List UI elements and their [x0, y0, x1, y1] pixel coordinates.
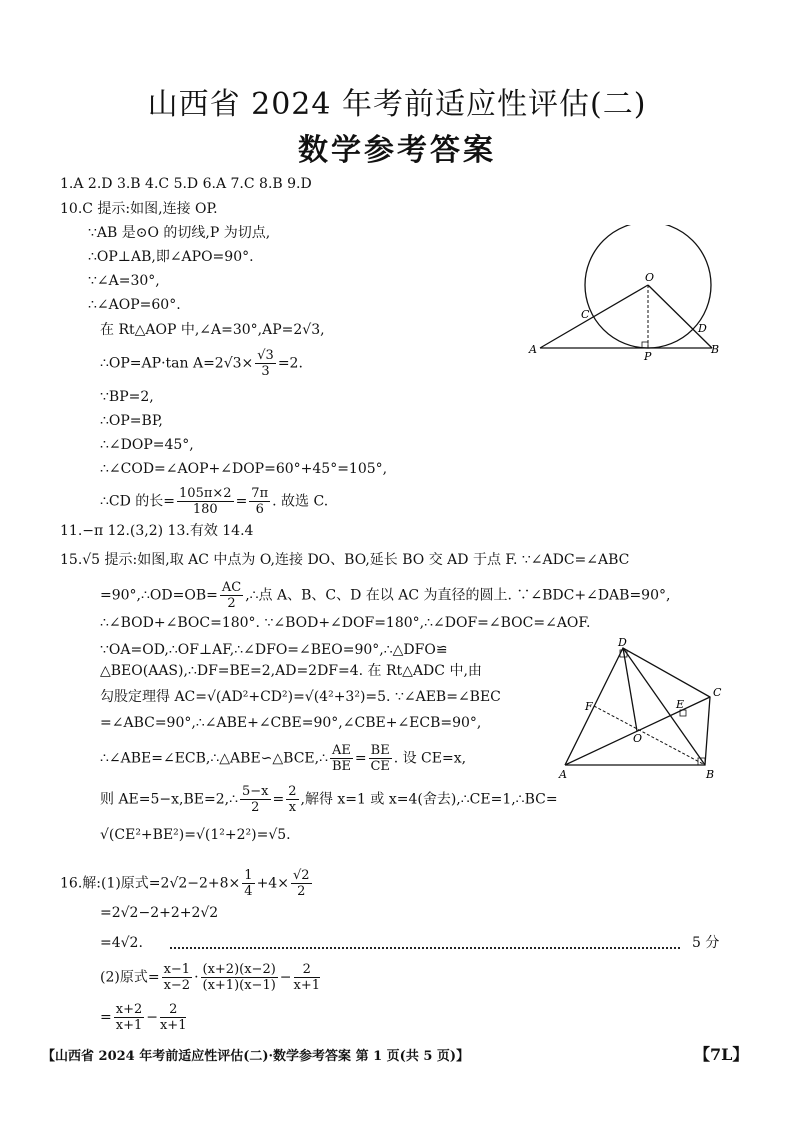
q15-line: ∴∠BOD+∠BOC=180°. ∵∠BOD+∠DOF=180°,∴∠DOF=∠BOC=∠AOF. [100, 615, 591, 631]
q10-line: ∴OP⊥AB,即∠APO=90°. [88, 249, 254, 265]
q10-line: ∵AB 是⊙O 的切线,P 为切点, [88, 225, 271, 241]
fraction: $\frac{1}{4}$ [244, 868, 253, 899]
page-subtitle: 数学参考答案 [298, 133, 496, 168]
fraction: $\frac{7\pi}{6}$ [251, 486, 269, 517]
q15-line-similar: ∴∠ABE=∠ECB,∴△ABE∽△BCE,∴ $\frac{AE}{BE}$ = $\frac{BE}{CE}$ . 设 CE=x, [100, 743, 467, 774]
quadrilateral-figure [550, 635, 730, 785]
q10-line: 在 Rt△AOP 中,∠A=30°,AP=2√3, [100, 322, 325, 338]
fraction: $\frac{2}{x}$ [288, 784, 297, 815]
q16-line-2: (2)原式= $\frac{x-1}{x-2}$ · $\frac{(x+2)(x-2)}{(x+1)(x-1)}$ − $\frac{2}{x+1}$ [100, 962, 321, 993]
fraction: $\frac{AE}{BE}$ [331, 743, 351, 774]
q11-14-answers: 11.−π 12.(3,2) 13.有效 14.4 [60, 523, 254, 539]
q10-line: ∴OP=BP, [100, 413, 163, 429]
figure1-label: B [711, 343, 720, 356]
q16-line-3: = $\frac{x+2}{x+1}$ − $\frac{2}{x+1}$ [100, 1002, 187, 1033]
fraction: $\frac{2}{x+1}$ [159, 1002, 187, 1033]
q10-line: ∴∠DOP=45°, [100, 437, 194, 453]
q10-line: ∵BP=2, [100, 389, 154, 405]
figure2-label: C [713, 686, 722, 699]
fraction: $\frac{√2}{2}$ [292, 868, 310, 899]
q10-line: ∴∠AOP=60°. [88, 297, 181, 313]
figure2-label: F [585, 700, 593, 713]
q15-line: △BEO(AAS),∴DF=BE=2,AD=2DF=4. 在 Rt△ADC 中,由 [100, 663, 482, 679]
q16-line-1: 16.解:(1)原式=2√2−2+8× $\frac{1}{4}$ +4× $\frac{√2}{2}$ [60, 868, 310, 899]
q15-line: 15.√5 提示:如图,取 AC 中点为 O,连接 DO、BO,延长 BO 交 AD 于点 F. ∵∠ADC=∠ABC [60, 552, 630, 568]
q10-line-tan: ∴OP=AP·tan A=2√3× $\frac{√3}{3}$ =2. [100, 348, 303, 379]
fraction: $\frac{√3}{3}$ [257, 348, 274, 379]
page-title: 山西省 2024 年考前适应性评估(二) [147, 87, 647, 122]
page-footer: 【山西省 2024 年考前适应性评估(二)·数学参考答案 第 1 页(共 5 页)】 [42, 1049, 470, 1064]
figure2-label: A [559, 768, 567, 781]
mc-answers: 1.A 2.D 3.B 4.C 5.D 6.A 7.C 8.B 9.D [60, 176, 312, 192]
figure1-label: D [698, 322, 707, 335]
figure2-label: D [618, 636, 627, 649]
figure1-label: O [645, 271, 655, 284]
figure2-label: B [706, 768, 715, 781]
paper-code: 【7L】 [694, 1045, 749, 1064]
q15-line-solve: 则 AE=5−x,BE=2,∴ $\frac{5-x}{2}$ = $\frac{2}{x}$ ,解得 x=1 或 x=4(舍去),∴CE=1,∴BC= [100, 784, 558, 815]
q15-line-frac: =90°,∴OD=OB= $\frac{AC}{2}$ ,∴点 A、B、C、D 在以 AC 为直径的圆上. ∵∠BDC+∠DAB=90°, [100, 580, 671, 611]
q15-line: =∠ABC=90°,∴∠ABE+∠CBE=90°,∠CBE+∠ECB=90°, [100, 715, 482, 731]
q10-line: ∴∠COD=∠AOP+∠DOP=60°+45°=105°, [100, 461, 388, 477]
q15-line: 勾股定理得 AC=√(AD²+CD²)=√(4²+3²)=5. ∵∠AEB=∠BEC [100, 689, 501, 705]
q16-line: =2√2−2+2+2√2 [100, 905, 219, 921]
q10-line: ∵∠A=30°, [88, 273, 160, 289]
figure2-label: E [676, 698, 685, 711]
figure1-label: A [529, 343, 537, 356]
fraction: $\frac{5-x}{2}$ [242, 784, 269, 815]
fraction: $\frac{x-1}{x-2}$ [163, 962, 191, 993]
fraction: $\frac{105\pi\times 2}{180}$ [179, 486, 232, 517]
score-label: 5 分 [692, 935, 720, 951]
figure2-label: O [633, 732, 643, 745]
fraction: $\frac{2}{x+1}$ [293, 962, 321, 993]
fraction: $\frac{AC}{2}$ [221, 580, 242, 611]
q10-line-arc: ∴CD 的长= $\frac{105\pi\times 2}{180}$ = $\frac{7\pi}{6}$ . 故选 C. [100, 486, 329, 517]
fraction: $\frac{x+2}{x+1}$ [115, 1002, 143, 1033]
circle-tangent-figure [520, 225, 740, 365]
q10-head: 10.C 提示:如图,连接 OP. [60, 201, 218, 217]
figure1-label: C [581, 308, 590, 321]
figure1-label: P [644, 350, 652, 363]
fraction: $\frac{(x+2)(x-2)}{(x+1)(x-1)}$ [202, 962, 276, 993]
dotted-leader [170, 947, 680, 949]
q15-line: √(CE²+BE²)=√(1²+2²)=√5. [100, 827, 291, 843]
q15-line: ∵OA=OD,∴OF⊥AF,∴∠DFO=∠BEO=90°,∴△DFO≌ [100, 642, 448, 658]
fraction: $\frac{BE}{CE}$ [370, 743, 390, 774]
q16-line: =4√2. [100, 935, 143, 951]
